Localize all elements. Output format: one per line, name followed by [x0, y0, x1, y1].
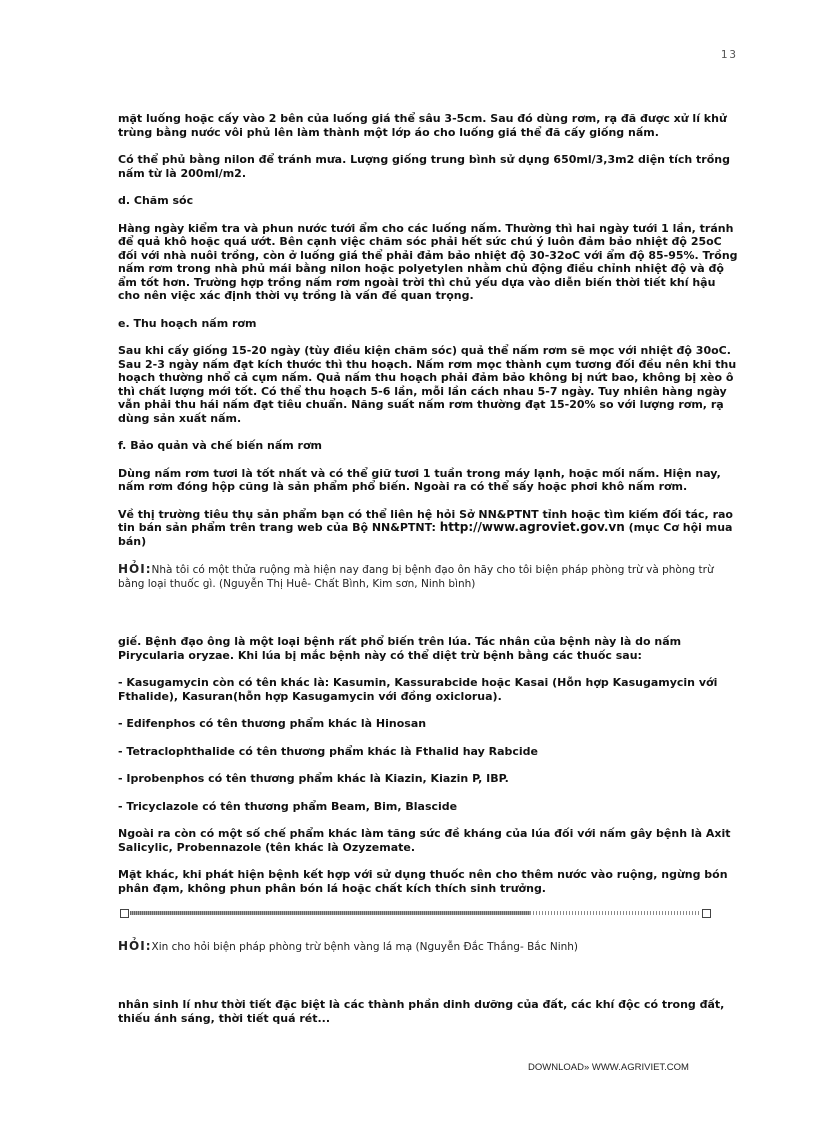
list-item: - Edifenphos có tên thương phẩm khác là Hinosan — [118, 717, 427, 730]
question-text: Xin cho hỏi biện pháp phòng trừ bệnh vàng lá mạ (Nguyễn Đắc Thắng- Bắc Ninh) — [151, 941, 579, 953]
document-body — [118, 112, 738, 1039]
list-item: - Tetraclophthalide có tên thương phẩm khác là Fthalid hay Rabcide — [118, 744, 539, 758]
question-text: Nhà tôi có một thửa ruộng mà hiện nay đang bị bệnh đạo ôn hãy cho tôi biện pháp phòng trừ và phòng trừ bằng loại thuốc gì. (Nguyễn Thị Huê- Chất Bình, Kim sơn, Ninh bình) — [118, 564, 714, 590]
question-block — [118, 562, 738, 591]
paragraph: Có thể phủ bằng nilon để tránh mưa. Lượng giống trung bình sử dụng 650ml/3,3m2 diện tích trồng nấm từ là 200ml/m2. — [118, 153, 730, 180]
separator-bar — [120, 909, 710, 917]
paragraph: Sau khi cấy giống 15-20 ngày (tùy điều kiện chăm sóc) quả thể nấm rơm sẽ mọc với nhiệt độ 30oC. Sau 2-3 ngày nấm đạt kích thước thì thu hoạch. Nấm rơm mọc thành cụm tương đối đều nên khi thu hoạch thường nhổ cả cụm nấm. Quả nấm thu hoạch phải đảm bảo không bị nứt bao, không bị xèo ô thì chất lượng mới tốt. Có thể thu hoạch 5-6 lần, mỗi lần cách nhau 5-7 ngày. Tuy nhiên hàng ngày vẫn phải thu hái nấm đạt tiêu chuẩn. Năng suất nấm rơm thường đạt 15-20% so với lượng rơm, rạ dùng sản xuất nấm. — [118, 344, 737, 425]
market-text: Về thị trường tiêu thụ sản phẩm bạn có thể liên hệ hỏi Sở NN&PTNT tỉnh hoặc tìm kiếm đối tác, rao tin bán sản phẩm trên trang web của Bộ NN&PTNT: — [118, 507, 733, 534]
paragraph: giế. Bệnh đạo ông là một loại bệnh rất phổ biến trên lúa. Tác nhân của bệnh này là do nấm Pirycularia oryzae. Khi lúa bị mắc bệnh này có thể diệt trừ bệnh bằng các thuốc sau: — [118, 635, 682, 662]
list-item: - Kasugamycin còn có tên khác là: Kasumin, Kassurabcide hoặc Kasai (Hỗn hợp Kasugamycin với Fthalide), Kasuran(hỗn hợp Kasugamycin với đồng oxiclorua). — [118, 676, 718, 703]
question-label: HỎI: — [118, 562, 152, 576]
list-item: - Iprobenphos có tên thương phẩm khác là Kiazin, Kiazin P, IBP. — [118, 772, 509, 785]
question-block — [118, 939, 738, 954]
separator-cap-right — [702, 909, 711, 918]
paragraph: mặt luống hoặc cấy vào 2 bên của luống giá thể sâu 3-5cm. Sau đó dùng rơm, rạ đã được xử lí khử trùng bằng nước vôi phủ lên làm thành một lớp áo cho luống giá thể đã cấy giống nấm. — [118, 112, 727, 139]
paragraph: Dùng nấm rơm tươi là tốt nhất và có thể giữ tươi 1 tuần trong máy lạnh, hoặc mối nấm. Hiện nay, nấm rơm đóng hộp cũng là sản phẩm phổ biến. Ngoài ra có thể sấy hoặc phơi khô nấm rơm. — [118, 466, 721, 493]
list-item: - Tricyclazole có tên thương phẩm Beam, Bim, Blascide — [118, 799, 458, 813]
section-heading-care: d. Chăm sóc — [118, 194, 194, 207]
paragraph: Mặt khác, khi phát hiện bệnh kết hợp với sử dụng thuốc nên cho thêm nước vào ruộng, ngừng bón phân đạm, không phun phân bón lá hoặc chất kích thích sinh trưởng. — [118, 868, 728, 895]
separator-cap-left — [120, 909, 129, 918]
page-number: 13 — [720, 48, 738, 61]
section-heading-harvest: e. Thu hoạch nấm rơm — [118, 316, 257, 330]
separator-fill — [130, 911, 530, 915]
agroviet-link[interactable]: http://www.agroviet.gov.vn — [439, 520, 625, 534]
separator-dotted — [530, 911, 700, 915]
market-paragraph — [118, 508, 738, 549]
question-label: HỎI: — [118, 939, 152, 953]
paragraph: Hàng ngày kiểm tra và phun nước tưới ẩm cho các luống nấm. Thường thì hai ngày tưới 1 lần, tránh để quả khô hoặc quá ướt. Bên cạnh việc chăm sóc phải hết sức chú ý luôn đảm bảo nhiệt độ 25oC đối với nhà nuôi trồng, còn ở luống giá thể phải đảm bảo nhiệt độ 30-32oC với ẩm độ 85-95%. Trồng nấm rơm trong nhà phủ mái bằng nilon hoặc polyetylen nhằm chủ động điều chỉnh nhiệt độ và độ ẩm tốt hơn. Trường hợp trồng nấm rơm ngoài trời thì chủ yếu dựa vào diễn biến thời tiết khí hậu cho nên việc xác định thời vụ trồng là vấn đề quan trọng. — [118, 221, 738, 302]
section-heading-preservation: f. Bảo quản và chế biến nấm rơm — [118, 439, 322, 452]
paragraph: Ngoài ra còn có một số chế phẩm khác làm tăng sức đề kháng của lúa đối với nấm gây bệnh là Axit Salicylic, Probennazole (tên khác là Ozyzemate. — [118, 827, 731, 854]
paragraph: nhân sinh lí như thời tiết đặc biệt là các thành phần dinh dưỡng của đất, các khí độc có trong đất, thiếu ánh sáng, thời tiết quá rét... — [118, 998, 725, 1025]
market-text-end: (mục Cơ hội mua bán) — [118, 521, 733, 548]
footer-download-link[interactable]: DOWNLOAD» WWW.AGRIVIET.COM — [528, 1062, 689, 1073]
